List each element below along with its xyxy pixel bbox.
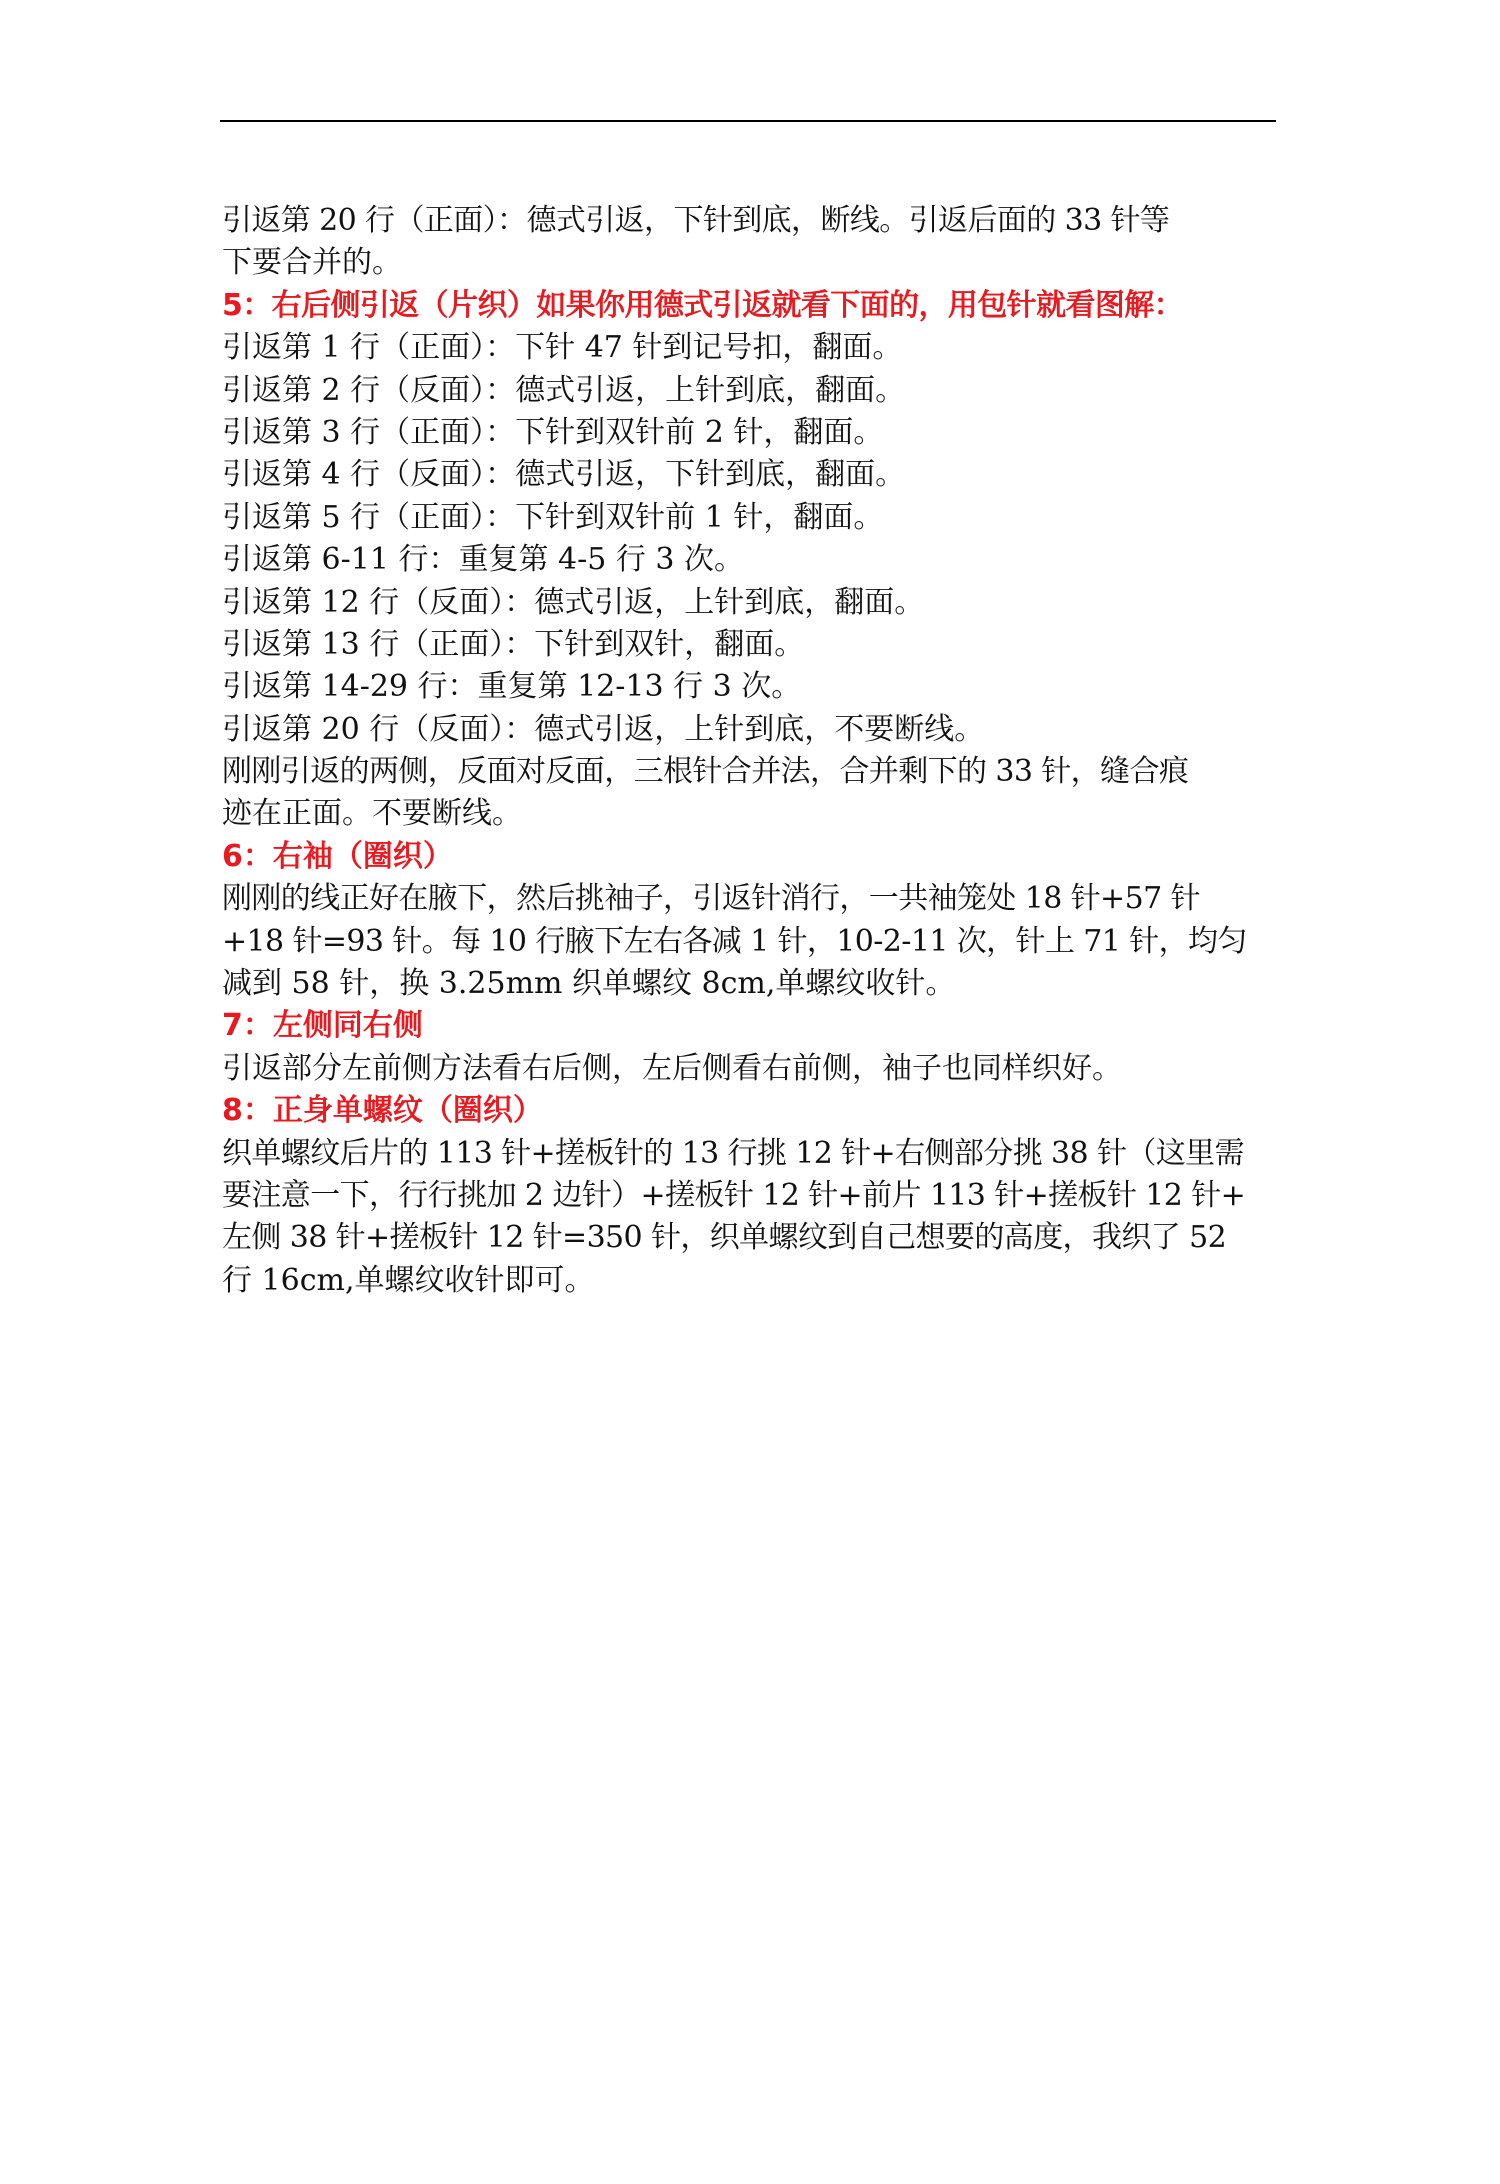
body-text-line: 下要合并的。 — [222, 245, 402, 281]
body-text-line: 引返第 13 行（正面）：下针到双针，翻面。 — [222, 626, 805, 662]
body-text-line: 行 16cm,单螺纹收针即可。 — [222, 1262, 595, 1298]
section-heading: 7：左侧同右侧 — [222, 1008, 423, 1044]
body-text-line: 引返第 20 行（反面）：德式引返，上针到底，不要断线。 — [222, 711, 985, 747]
body-text-line: 引返第 20 行（正面）：德式引返，下针到底，断线。引返后面的 33 针等 — [222, 203, 1170, 238]
body-text-line: 减到 58 针，换 3.25mm 织单螺纹 8cm,单螺纹收针。 — [222, 966, 956, 1002]
body-text-line: 左侧 38 针+搓板针 12 针=350 针，织单螺纹到自己想要的高度，我织了 52 — [222, 1220, 1227, 1256]
body-text-line: 引返部分左前侧方法看右后侧，左后侧看右前侧，袖子也同样织好。 — [222, 1050, 1122, 1086]
document-body — [222, 200, 1282, 1302]
body-text-line: 引返第 14-29 行：重复第 12-13 行 3 次。 — [222, 669, 802, 705]
body-text-line: 刚刚的线正好在腋下，然后挑袖子，引返针消行，一共袖笼处 18 针+57 针 — [222, 881, 1200, 917]
section-heading: 6：右袖（圈织） — [222, 838, 453, 874]
body-text-line: 引返第 4 行（反面）：德式引返，下针到底，翻面。 — [222, 457, 906, 493]
body-text-line: 引返第 2 行（反面）：德式引返，上针到底，翻面。 — [222, 372, 906, 408]
header-rule — [220, 120, 1276, 122]
body-text-line: 引返第 5 行（正面）：下针到双针前 1 针，翻面。 — [222, 499, 884, 535]
body-text-line: 要注意一下，行行挑加 2 边针）+搓板针 12 针+前片 113 针+搓板针 12 针+ — [222, 1177, 1246, 1213]
body-text-line: 织单螺纹后片的 113 针+搓板针的 13 行挑 12 针+右侧部分挑 38 针（这里需 — [222, 1135, 1244, 1171]
section-heading: 5：右后侧引返（片织）如果你用德式引返就看下面的，用包针就看图解： — [222, 287, 1184, 323]
body-text-line: 引返第 1 行（正面）：下针 47 针到记号扣，翻面。 — [222, 330, 903, 366]
section-heading: 8：正身单螺纹（圈织） — [222, 1093, 543, 1129]
body-text-line: 刚刚引返的两侧，反面对反面，三根针合并法，合并剩下的 33 针，缝合痕 — [222, 754, 1189, 790]
body-text-line: 引返第 3 行（正面）：下针到双针前 2 针，翻面。 — [222, 414, 884, 450]
body-text-line: +18 针=93 针。每 10 行腋下左右各减 1 针，10-2-11 次，针上 71 针，均匀 — [222, 923, 1247, 959]
body-text-line: 引返第 12 行（反面）：德式引返，上针到底，翻面。 — [222, 584, 925, 620]
body-text-line: 迹在正面。不要断线。 — [222, 796, 522, 832]
body-text-line: 引返第 6-11 行：重复第 4-5 行 3 次。 — [222, 542, 745, 578]
